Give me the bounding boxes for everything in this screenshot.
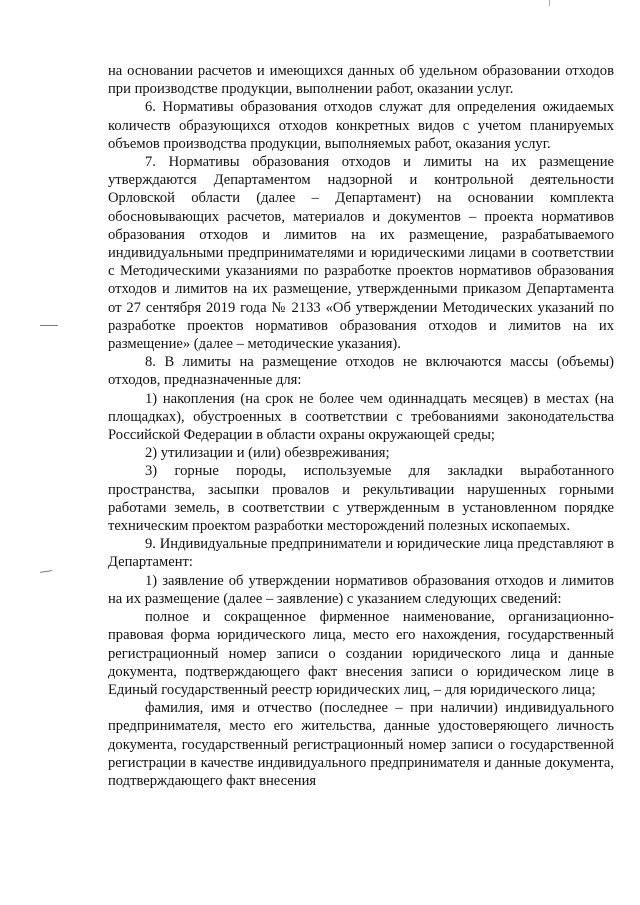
paragraph-7: 7. Нормативы образования отходов и лимиты на их размещение утверждаются Департаментом надзорной и контрольной деятельности Орловской области (далее – Департамент) на основании комплекта обосновывающих расчетов, материалов и документов – проекта нормативов образования отходов и лимитов на их размещение, разрабатываемого индивидуальными предпринимателями и юридическими лицами в соответствии с Методическими указаниями по разработке проектов нормативов образования отходов и лимитов на их размещение, утвержденными приказом Департамента от 27 сентября 2019 года № 2133 «Об утверждении Методических указаний по разработке проектов нормативов образования отходов и лимитов на их размещение» (далее – методические указания). (108, 154, 614, 353)
legal-entity-details: полное и сокращенное фирменное наименование, организационно-правовая форма юридического лица, место его нахождения, государственный регистрационный номер записи о создании юридического лица и данные документа, подтверждающего факт внесения записи о юридическом лице в Единый государственный реестр юридических лиц, – для юридического лица; (108, 609, 614, 698)
paragraph-8-item-3: 3) горные породы, используемые для закладки выработанного пространства, засыпки провалов и рекультивации нарушенных горными работами земель, в соответствии с утвержденным в установленном порядке техническим проектом разработки месторождений полезных ископаемых. (108, 463, 614, 535)
scan-edge-mark (549, 0, 550, 6)
entrepreneur-details: фамилия, имя и отчество (последнее – при наличии) индивидуального предпринимателя, место его жительства, данные удостоверяющего личность документа, государственный регистрационный номер записи о государственной регистрации в качестве индивидуального предпринимателя и данные документа, подтверждающего факт внесения (108, 700, 614, 789)
paragraph-8-item-1: 1) накопления (на срок не более чем одиннадцать месяцев) в местах (на площадках), обустроенных в соответствии с требованиями законодательства Российской Федерации в области охраны окружающей среды; (108, 390, 614, 444)
document-body (108, 62, 614, 790)
paragraph-6: 6. Нормативы образования отходов служат для определения ожидаемых количеств образующихся отходов конкретных видов с учетом планируемых объемов производства продукции, выполняемых работ, оказания услуг. (108, 99, 614, 152)
paragraph-continuation: на основании расчетов и имеющихся данных об удельном образовании отходов при производстве продукции, выполнении работ, оказании услуг. (108, 63, 614, 98)
paragraph-8-item-2: 2) утилизации и (или) обезвреживания; (145, 445, 390, 462)
margin-mark-1 (40, 325, 58, 326)
paragraph-9: 9. Индивидуальные предприниматели и юридические лица представляют в Департамент: (108, 536, 614, 571)
margin-mark-2 (40, 570, 52, 573)
paragraph-9-item-1: 1) заявление об утверждении нормативов образования отходов и лимитов на их размещение (далее – заявление) с указанием следующих сведений: (108, 572, 614, 607)
paragraph-8: 8. В лимиты на размещение отходов не включаются массы (объемы) отходов, предназначенные для: (108, 354, 614, 389)
